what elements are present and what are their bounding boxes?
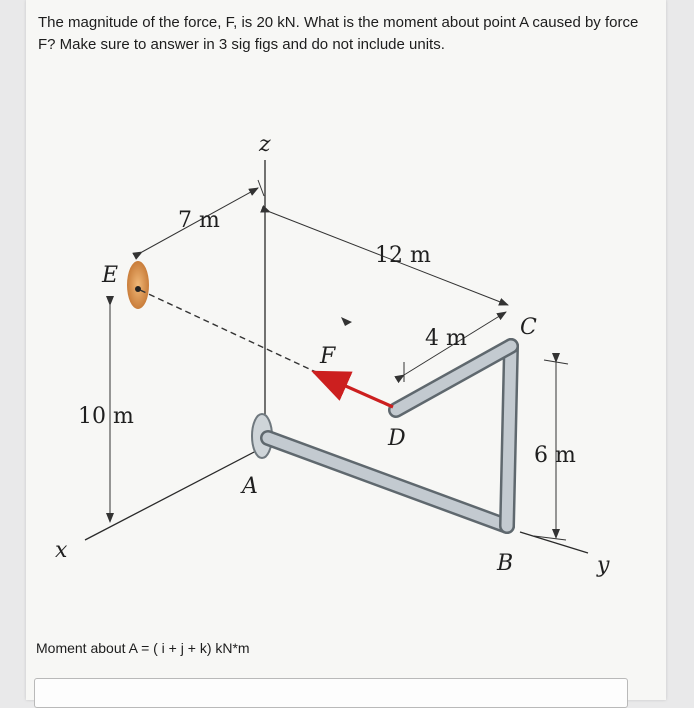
label-dim-4m: 4 m	[425, 326, 467, 351]
label-dim-12m: 12 m	[375, 243, 431, 268]
question-text: The magnitude of the force, F, is 20 kN. What is the moment about point A caused by force F? Make sure to answer in 3 sig figs and do not include units.	[38, 14, 639, 53]
x-axis	[85, 450, 258, 540]
label-dim-6m: 6 m	[534, 443, 576, 468]
label-z: z	[259, 132, 271, 157]
pipe-bc	[507, 346, 511, 526]
answer-label: Moment about A = ( i + j + k) kN*m	[36, 640, 250, 656]
force-direction-mark	[341, 317, 352, 326]
label-point-b: B	[497, 551, 514, 576]
label-y: y	[597, 553, 610, 578]
dim-7m-tick	[258, 180, 264, 196]
point-e-dot	[135, 286, 141, 292]
label-point-c: C	[520, 315, 537, 340]
answer-input[interactable]	[34, 678, 628, 708]
force-f-arrow	[314, 372, 393, 407]
y-axis	[520, 532, 588, 553]
label-dim-10m: 10 m	[78, 404, 134, 429]
label-dim-7m: 7 m	[178, 208, 220, 233]
label-point-a: A	[242, 474, 258, 499]
label-point-e: E	[102, 263, 119, 288]
label-point-d: D	[388, 426, 406, 451]
anchor-e-shape	[127, 261, 149, 309]
pipe-ab	[268, 438, 507, 526]
pipe-cd	[396, 346, 511, 410]
label-force-f: F	[320, 344, 336, 369]
label-x: x	[55, 538, 68, 563]
